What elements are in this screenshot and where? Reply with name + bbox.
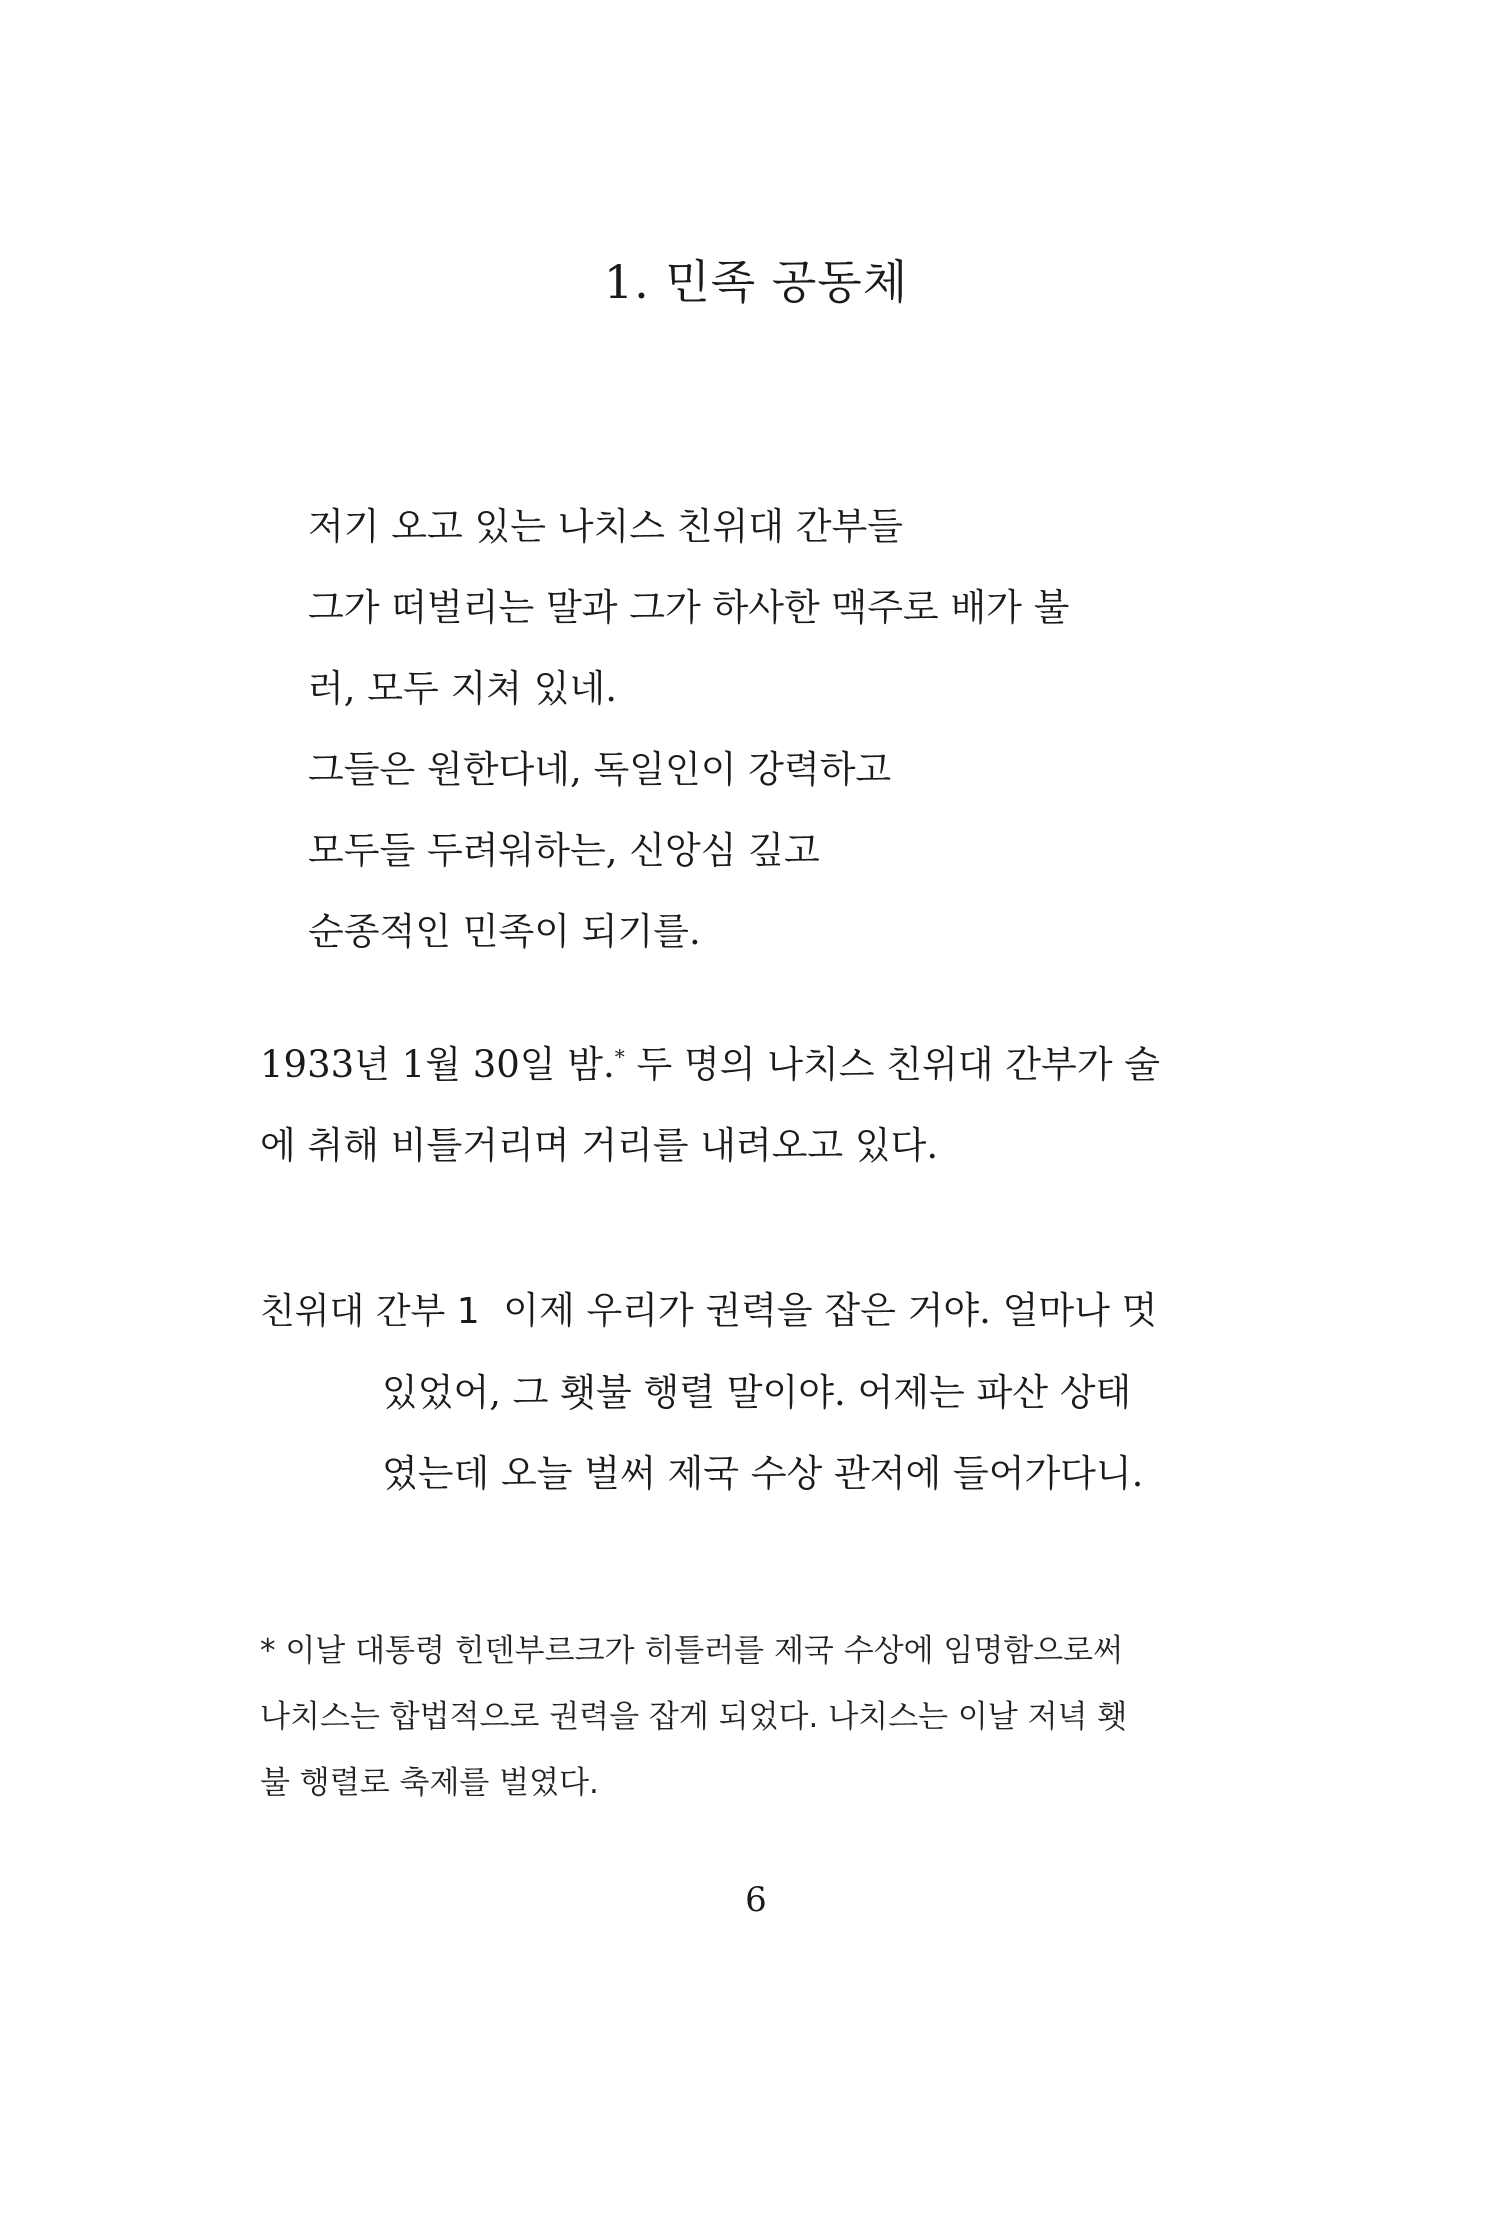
dialogue-line: 있었어, 그 횃불 행렬 말이야. 어제는 파산 상태: [382, 1371, 1132, 1414]
footnote-line: 나치스는 합법적으로 권력을 잡게 되었다. 나치스는 이날 저녁 횃: [260, 1699, 1128, 1735]
poem-line: 러, 모두 지쳐 있네.: [308, 667, 617, 710]
stage-direction-text: 두 명의 나치스 친위대 간부가 술: [624, 1043, 1161, 1086]
poem-line: 순종적인 민족이 되기를.: [308, 910, 701, 953]
dialogue-text: 이제 우리가 권력을 잡은 거야. 얼마나 멋: [503, 1289, 1158, 1332]
dialogue-line: 였는데 오늘 벌써 제국 수상 관저에 들어가다니.: [382, 1452, 1144, 1495]
stage-direction-date: 1933년 1월 30일 밤.: [260, 1043, 615, 1086]
dialogue-block: [260, 1270, 1180, 1514]
footnote: [260, 1618, 1180, 1816]
stage-direction: [260, 1024, 1180, 1186]
poem-line: 그들은 원한다네, 독일인이 강력하고: [308, 748, 892, 791]
stage-direction-line: 에 취해 비틀거리며 거리를 내려오고 있다.: [260, 1124, 939, 1167]
footnote-line: 불 행렬로 축제를 벌였다.: [260, 1765, 599, 1801]
dialogue-line: [260, 1270, 1180, 1352]
footnote-line: * 이날 대통령 힌덴부르크가 히틀러를 제국 수상에 임명함으로써: [260, 1633, 1124, 1669]
footnote-mark: *: [614, 1044, 625, 1069]
poem-line: 저기 오고 있는 나치스 친위대 간부들: [308, 505, 903, 548]
page-number: 6: [745, 1880, 767, 1920]
poem: [308, 486, 1208, 972]
chapter-title: 1. 민족 공동체: [603, 255, 909, 309]
poem-line: 그가 떠벌리는 말과 그가 하사한 맥주로 배가 불: [308, 586, 1070, 629]
poem-line: 모두들 두려워하는, 신앙심 깊고: [308, 829, 820, 872]
speaker-name: 친위대 간부 1: [260, 1291, 480, 1332]
stage-direction-line: [260, 1024, 1180, 1105]
